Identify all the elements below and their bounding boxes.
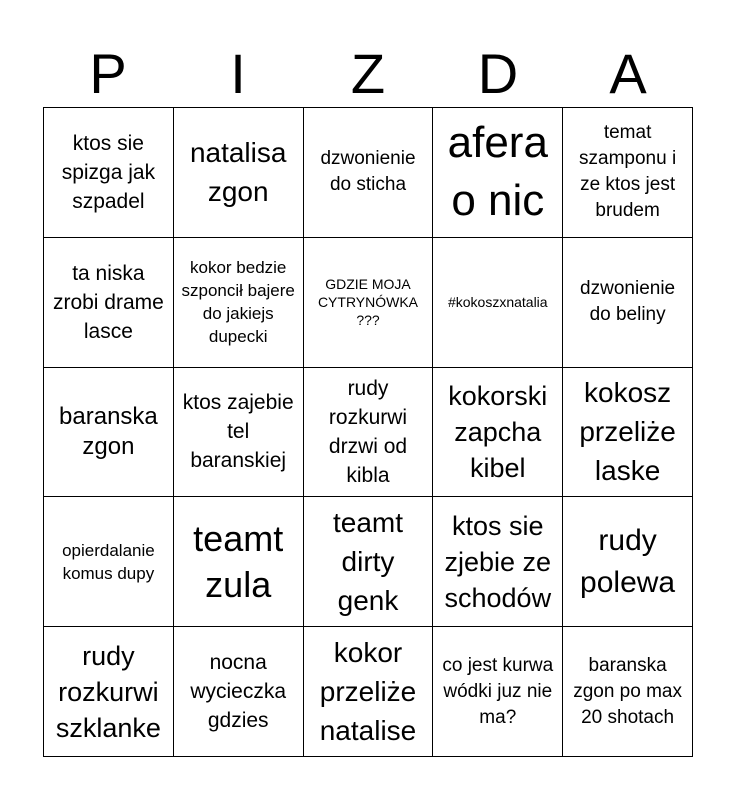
bingo-cell-r2c5[interactable]: dzwonienie do beliny [563,238,693,368]
header-letter-2: I [230,42,246,105]
bingo-cell-r3c3[interactable]: rudy rozkurwi drzwi od kibla [304,368,434,498]
bingo-header [43,40,693,108]
bingo-cell-r1c4[interactable]: afera o nic [433,108,563,238]
bingo-cell-r5c4[interactable]: co jest kurwa wódki juz nie ma? [433,627,563,757]
bingo-cell-r4c3[interactable]: teamt dirty genk [304,497,434,627]
bingo-cell-r3c5[interactable]: kokosz przeliże laske [563,368,693,498]
bingo-cell-r2c4[interactable]: #kokoszxnatalia [433,238,563,368]
bingo-card [43,107,693,757]
bingo-cell-r1c5[interactable]: temat szamponu i ze ktos jest brudem [563,108,693,238]
header-letter-4: D [477,42,519,105]
bingo-cell-r2c2[interactable]: kokor bedzie szponcił bajere do jakiejs dupecki [174,238,304,368]
bingo-cell-r1c3[interactable]: dzwonienie do sticha [304,108,434,238]
header-letter-1: P [89,42,127,105]
bingo-cell-r2c3[interactable]: GDZIE MOJA CYTRYNÓWKA ??? [304,238,434,368]
header-letter-3: Z [350,42,386,105]
bingo-cell-r4c2[interactable]: teamt zula [174,497,304,627]
bingo-cell-r1c1[interactable]: ktos sie spizga jak szpadel [44,108,174,238]
bingo-cell-r4c5[interactable]: rudy polewa [563,497,693,627]
bingo-cell-r4c4[interactable]: ktos sie zjebie ze schodów [433,497,563,627]
bingo-cell-r2c1[interactable]: ta niska zrobi drame lasce [44,238,174,368]
header-letter-5: A [609,42,647,105]
bingo-cell-r3c1[interactable]: baranska zgon [44,368,174,498]
bingo-cell-r5c1[interactable]: rudy rozkurwi szklanke [44,627,174,757]
bingo-cell-r5c2[interactable]: nocna wycieczka gdzies [174,627,304,757]
bingo-cell-r5c5[interactable]: baranska zgon po max 20 shotach [563,627,693,757]
bingo-cell-r1c2[interactable]: natalisa zgon [174,108,304,238]
bingo-cell-r4c1[interactable]: opierdalanie komus dupy [44,497,174,627]
bingo-cell-r3c4[interactable]: kokorski zapcha kibel [433,368,563,498]
bingo-cell-r5c3[interactable]: kokor przeliże natalise [304,627,434,757]
bingo-cell-r3c2[interactable]: ktos zajebie tel baranskiej [174,368,304,498]
